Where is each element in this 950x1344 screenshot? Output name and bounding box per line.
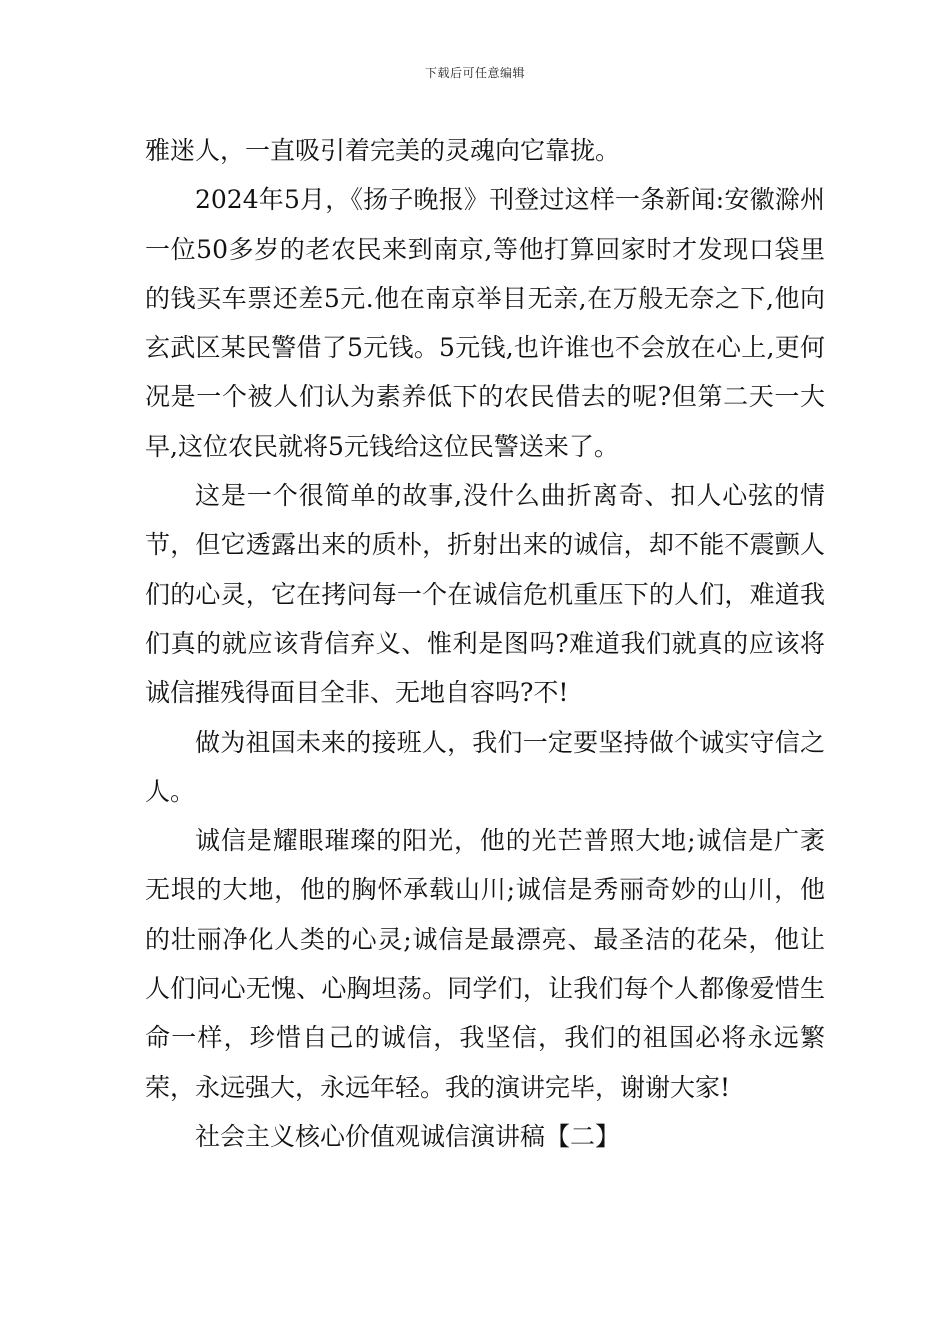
paragraph-reflection: 这是一个很简单的故事,没什么曲折离奇、扣人心弦的情节，但它透露出来的质朴，折射出来的诚信，却不能不震颤人们的心灵，它在拷问每一个在诚信危机重压下的人们，难道我们真的就应该背信弃义、惟利是图吗?难道我们就真的应该将诚信摧残得面目全非、无地自容吗?不!	[145, 481, 825, 708]
section-heading: 社会主义核心价值观诚信演讲稿【二】	[195, 1121, 621, 1151]
document-body	[145, 126, 825, 1161]
page-header: 下载后可任意编辑	[424, 66, 525, 80]
paragraph-call-to-action: 做为祖国未来的接班人，我们一定要坚持做个诚实守信之人。	[145, 727, 825, 806]
paragraph-news-story: 2024年5月，《扬子晚报》刊登过这样一条新闻:安徽滁州一位50多岁的老农民来到南京,等他打算回家时才发现口袋里的钱买车票还差5元.他在南京举目无亲,在万般无奈之下,他向玄武区某民警借了5元钱。5元钱,也许谁也不会放在心上,更何况是一个被人们认为素养低下的农民借去的呢?但第二天一大早,这位农民就将5元钱给这位民警送来了。	[145, 185, 825, 461]
paragraph-continuation: 雅迷人，一直吸引着完美的灵魂向它靠拢。	[145, 136, 621, 165]
paragraph-conclusion: 诚信是耀眼璀璨的阳光，他的光芒普照大地;诚信是广袤无垠的大地，他的胸怀承载山川;诚信是秀丽奇妙的山川，他的壮丽净化人类的心灵;诚信是最漂亮、最圣洁的花朵，他让人们问心无愧、心胸坦荡。同学们，让我们每个人都像爱惜生命一样，珍惜自己的诚信，我坚信，我们的祖国必将永远繁荣，永远强大，永远年轻。我的演讲完毕，谢谢大家!	[145, 826, 825, 1102]
